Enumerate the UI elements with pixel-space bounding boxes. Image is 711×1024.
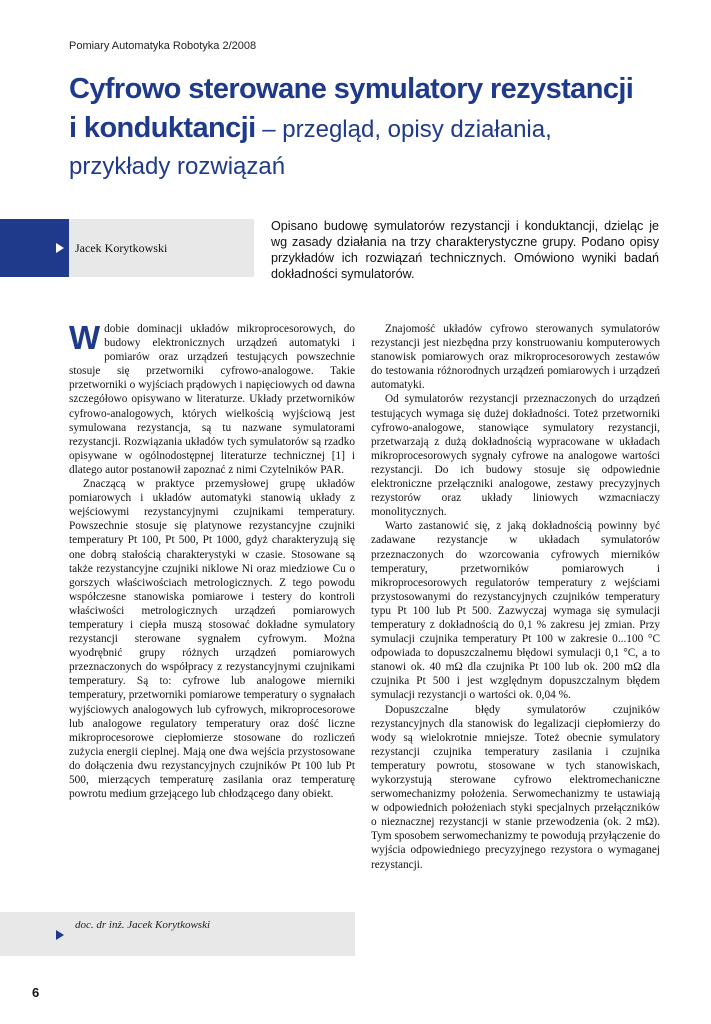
abstract: Opisano budowę symulatorów rezystancji i konduktancji, dzieląc je wg zasady działania na trzy charakterystyczne grupy. Podano opisy przykładów ich rozwiązań technicznych. Omówiono wyniki badań dokładności symulatorów.	[271, 219, 659, 281]
paragraph: Warto zastanowić się, z jaką dokładnością powinny być zadawane rezystancje w układach symulatorów przeznaczonych do wzorcowania cyfrowych mierników temperatury, przetworników pomiarowych i mikroprocesorowych regulatorów temperatury z wejściami przystosowanymi do rezystancyjnych czujników temperatury typu Pt 100 lub Pt 500. Zazwyczaj wymaga się symulacji temperatury z dokładnością do 0,1 % zakresu jej zmian. Przy symulacji czujnika temperatury Pt 100 w zakresie 0...100 °C odpowiada to dopuszczalnemu błędowi symulacji 0,1 °C, a to stanowi ok. 40 mΩ dla czujnika Pt 100 lub ok. 200 mΩ dla czujnika Pt 500 i jest względnym dopuszczalnym błędem symulacji rezystancji o wartości ok. 0,04 %.	[371, 520, 660, 702]
title-line2-light: – przegląd, opisy działania,	[255, 116, 552, 143]
title-line2-bold: i konduktancji	[69, 112, 256, 144]
footnote-bar	[0, 912, 355, 956]
title-line1: Cyfrowo sterowane symulatory rezystancji	[69, 73, 634, 105]
author-affiliation: doc. dr inż. Jacek Korytkowski	[75, 919, 211, 931]
body-column-right	[371, 322, 660, 872]
article-title	[69, 72, 669, 187]
paragraph: Znajomość układów cyfrowo sterowanych symulatorów rezystancji jest niezbędna przy konstruowaniu komputerowych stanowisk pomiarowych oraz mikroprocesorowych zestawów do testowania różnorodnych urządzeń pomiarowych i urządzeń automatyki.	[371, 323, 660, 392]
journal-header: Pomiary Automatyka Robotyka 2/2008	[69, 40, 257, 52]
drop-cap: W	[69, 319, 101, 356]
arrow-right-icon	[56, 930, 64, 940]
page-number: 6	[32, 985, 40, 1000]
paragraph: Znaczącą w praktyce przemysłowej grupę układów pomiarowych i układów automatyki stanowią układy z wejściowymi rezystancyjnymi czujnikami temperatury. Powszechnie stosuje się platynowe rezystancyjne czujniki temperatury Pt 100, Pt 500, Pt 1000, gdyż charakteryzują się one dobrą stałością charakterystyki w czasie. Stosowane są także rezystancyjne czujniki niklowe Ni oraz miedziowe Cu o gorszych właściwościach metrologicznych. Z tego powodu współczesne stanowiska pomiarowe i testery do kontroli właściwości metrologicznych urządzeń pomiarowych temperatury i ciepła muszą stosować dokładne symulatory rezystancji sterowane sygnałem cyfrowym. Można wyodrębnić grupy różnych urządzeń pomiarowych przeznaczonych do współpracy z rezystancyjnymi czujnikami temperatury. Są to: cyfrowe lub analogowe mierniki temperatury, przetworniki pomiarowe temperatury o sygnałach wyjściowych analogowych lub cyfrowych, mikroprocesorowe lub analogowe regulatory temperatury oraz dość liczne mikroprocesorowe ciepłomierze stosowane do rozliczeń zużycia energii cieplnej. Mają one dwa wejścia przystosowane do dołączenia dwu rezystancyjnych czujników Pt 100 lub Pt 500, mierzących temperaturę zasilania oraz temperaturę powrotu medium grzejącego lub chłodzącego dany obiekt.	[69, 478, 355, 801]
author-bar	[0, 219, 254, 277]
paragraph	[69, 319, 355, 477]
paragraph: Dopuszczalne błędy symulatorów czujników rezystancyjnych dla stanowisk do legalizacji ciepłomierzy do wody są wielokrotnie mniejsze. Toteż obecnie symulatory rezystancji czujnika temperatury zasilania i czujnika temperatury powrotu, stosowane w tych stanowiskach, wykorzystują sterowane cyfrowo elektromechaniczne serwomechanizmy położenia. Serwomechanizmy te ustawiają w odpowiednich położeniach styki specjalnych przełączników o nieznacznej rezystancji w stanie przewodzenia (ok. 2 mΩ). Tym sposobem serwomechanizmy te powodują przyłączenie do wyjścia odpowiedniego precyzyjnego rezystora o wymaganej rezystancji.	[371, 703, 660, 871]
body-column-left	[69, 319, 355, 801]
paragraph-text: dobie dominacji układów mikroprocesorowych, do budowy elektronicznych urządzeń automatyki i pomiarów oraz urządzeń testujących powszechnie stosuje się przetworniki cyfrowo-analogowe. Takie przetworniki o wyjściach prądowych i napięciowych od dawna szczegółowo opisywano w literaturze. Układy przetworników cyfrowo-analogowych, których wielkością wyjściową jest symulowana rezystancja, są tu nazwane symulatorami rezystancji. Rozwiązania układów tych symulatorów są rzadko opisywane w ogólnodostępnej literaturze technicznej [1] i dlatego autor postanowił zapoznać z nimi Czytelników PAR.	[69, 323, 355, 476]
title-line3: przykłady rozwiązań	[69, 153, 286, 180]
author-name: Jacek Korytkowski	[75, 241, 168, 255]
paragraph: Od symulatorów rezystancji przeznaczonych do urządzeń testujących wymaga się dużej dokładności. Toteż przetworniki cyfrowo-analogowe, stanowiące symulatory rezystancji, przetwarzają z dużą dokładnością wypracowane w układach mikroprocesorowych sygnały cyfrowe na analogowe wartości rezystancji. Do ich budowy stosuje się odpowiednie elektroniczne przełączniki analogowe, zestawy precyzyjnych rezystorów oraz układy liniowych wzmacniaczy monolitycznych.	[371, 393, 660, 519]
arrow-right-icon	[56, 243, 64, 253]
